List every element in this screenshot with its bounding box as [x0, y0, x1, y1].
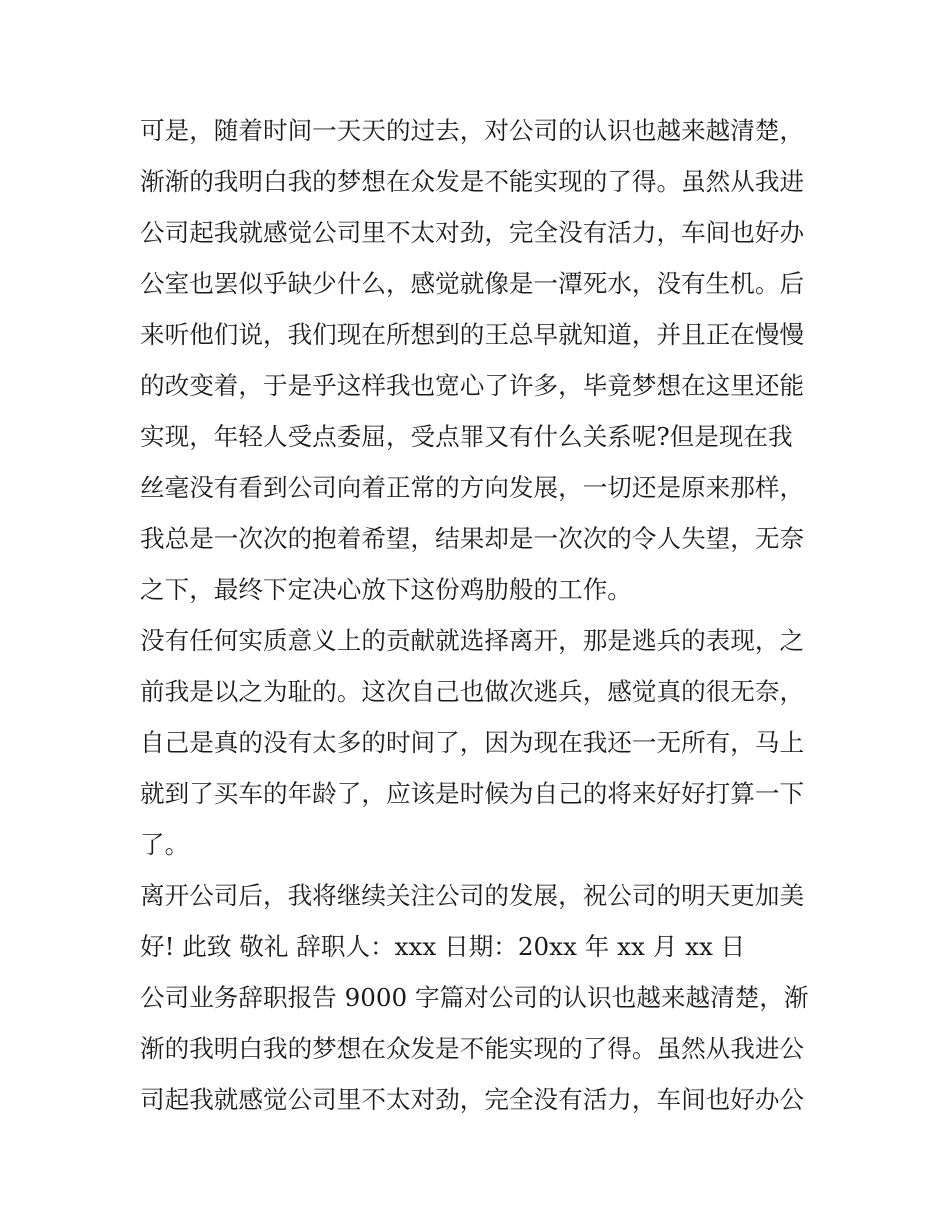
paragraph	[140, 972, 830, 1125]
text-line: 没有任何实质意义上的贡献就选择离开，那是逃兵的表现，之	[140, 626, 805, 655]
text-line: 渐渐的我明白我的梦想在众发是不能实现的了得。虽然从我进	[140, 167, 805, 196]
text-line: 实现，年轻人受点委屈，受点罪又有什么关系呢?但是现在我	[140, 422, 793, 451]
text-line: 的改变着，于是乎这样我也宽心了许多，毕竟梦想在这里还能	[140, 371, 805, 400]
text-line: 司起我就感觉公司里不太对劲，完全没有活力，车间也好办公	[140, 1085, 805, 1114]
document-body	[140, 105, 830, 1125]
text-line: 我总是一次次的抱着希望，结果却是一次次的令人失望，无奈	[140, 524, 805, 553]
paragraph	[140, 105, 830, 615]
text-line: 公司业务辞职报告 9000 字篇对公司的认识也越来越清楚，渐	[140, 983, 809, 1012]
text-line: 公室也罢似乎缺少什么，感觉就像是一潭死水，没有生机。后	[140, 269, 805, 298]
signature-line: 好! 此致 敬礼 辞职人：xxx 日期：20xx 年 xx 月 xx 日	[140, 932, 746, 961]
text-line: 渐的我明白我的梦想在众发是不能实现的了得。虽然从我进公	[140, 1034, 805, 1063]
text-line: 自己是真的没有太多的时间了，因为现在我还一无所有，马上	[140, 728, 805, 757]
text-line: 公司起我就感觉公司里不太对劲，完全没有活力，车间也好办	[140, 218, 805, 247]
text-line: 离开公司后，我将继续关注公司的发展，祝公司的明天更加美	[140, 881, 805, 910]
text-line: 可是，随着时间一天天的过去，对公司的认识也越来越清楚，	[140, 116, 805, 145]
text-line: 丝毫没有看到公司向着正常的方向发展，一切还是原来那样，	[140, 473, 805, 502]
text-line: 前我是以之为耻的。这次自己也做次逃兵，感觉真的很无奈，	[140, 677, 805, 706]
paragraph	[140, 615, 830, 870]
paragraph	[140, 870, 830, 972]
text-line: 就到了买车的年龄了，应该是时候为自己的将来好好打算一下	[140, 779, 805, 808]
text-line: 来听他们说，我们现在所想到的王总早就知道，并且正在慢慢	[140, 320, 805, 349]
text-line: 之下，最终下定决心放下这份鸡肋般的工作。	[140, 575, 632, 604]
text-line: 了。	[140, 830, 190, 859]
